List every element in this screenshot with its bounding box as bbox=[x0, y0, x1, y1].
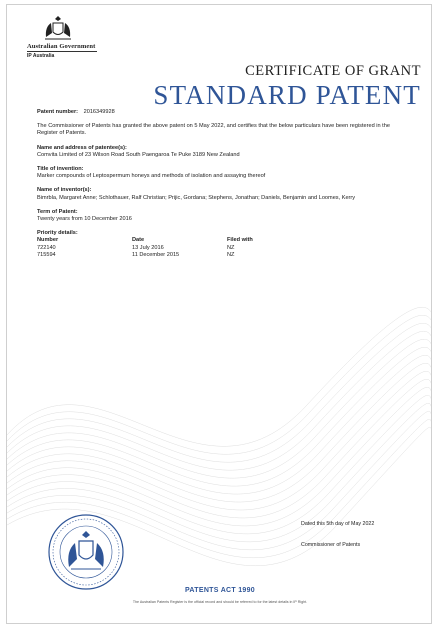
title-label: Title of invention: bbox=[37, 166, 84, 173]
commissioner-line: Commissioner of Patents bbox=[301, 542, 361, 548]
patent-number-label: Patent number: bbox=[37, 109, 79, 115]
priority-table bbox=[37, 237, 412, 259]
term-label: Term of Patent: bbox=[37, 208, 78, 215]
certificate-title bbox=[153, 63, 421, 110]
patentee-value: Comvita Limited of 23 Wilson Road South Paengaroa Te Puke 3189 New Zealand bbox=[37, 151, 240, 158]
coat-of-arms-icon bbox=[43, 15, 73, 41]
priority-cell: NZ bbox=[227, 244, 235, 251]
agency-name: IP Australia bbox=[27, 53, 55, 59]
priority-label: Priority details: bbox=[37, 230, 78, 237]
patent-number: 2016349928 bbox=[83, 109, 115, 115]
certificate-body bbox=[37, 109, 412, 266]
priority-cell: 715594 bbox=[37, 251, 56, 258]
term-value: Twenty years from 10 December 2016 bbox=[37, 216, 132, 223]
title-value: Marker compounds of Leptospermum honeys and methods of isolation and assaying thereof bbox=[37, 173, 266, 180]
government-crest-block bbox=[27, 15, 97, 59]
signature-block bbox=[301, 521, 374, 549]
standard-patent-heading: STANDARD PATENT bbox=[153, 80, 421, 110]
priority-header-date: Date bbox=[132, 237, 145, 244]
divider bbox=[27, 51, 97, 52]
government-name: Australian Government bbox=[27, 43, 96, 50]
grant-statement: The Commissioner of Patents has granted the above patent on 5 May 2022, and certifies that the below particulars have been registered in the Register of Patents. bbox=[37, 123, 390, 137]
inventors-value: Bimrbla, Margaret Anne; Schlothauer, Ralf Christian; Prijic, Gordana; Stephens, Jonathan; Daniels, Benjamin and Loomes, Kerry bbox=[37, 194, 356, 201]
patentee-label: Name and address of patentee(s): bbox=[37, 144, 127, 151]
title-section bbox=[37, 166, 412, 180]
priority-cell: 13 July 2016 bbox=[132, 244, 164, 251]
priority-section bbox=[37, 230, 412, 259]
patents-act-title: PATENTS ACT 1990 bbox=[184, 587, 256, 594]
certificate-page bbox=[6, 4, 432, 624]
priority-header-filed: Filed with bbox=[227, 237, 253, 244]
inventors-section bbox=[37, 187, 412, 201]
term-section bbox=[37, 209, 412, 223]
priority-cell: NZ bbox=[227, 251, 235, 258]
priority-cell: 11 December 2015 bbox=[132, 251, 180, 258]
inventors-label: Name of inventor(s): bbox=[37, 187, 92, 194]
certificate-of-grant: CERTIFICATE OF GRANT bbox=[245, 63, 421, 79]
patent-number-row bbox=[37, 109, 412, 116]
dated-line: Dated this 5th day of May 2022 bbox=[301, 521, 375, 527]
official-seal-icon bbox=[47, 513, 125, 591]
priority-header-number: Number bbox=[37, 237, 59, 244]
footer-note: The Australian Patents Register is the official record and should be referred to for the latest details in IP Right. bbox=[132, 600, 308, 604]
priority-cell: 722140 bbox=[37, 244, 56, 251]
patentee-section bbox=[37, 145, 412, 159]
